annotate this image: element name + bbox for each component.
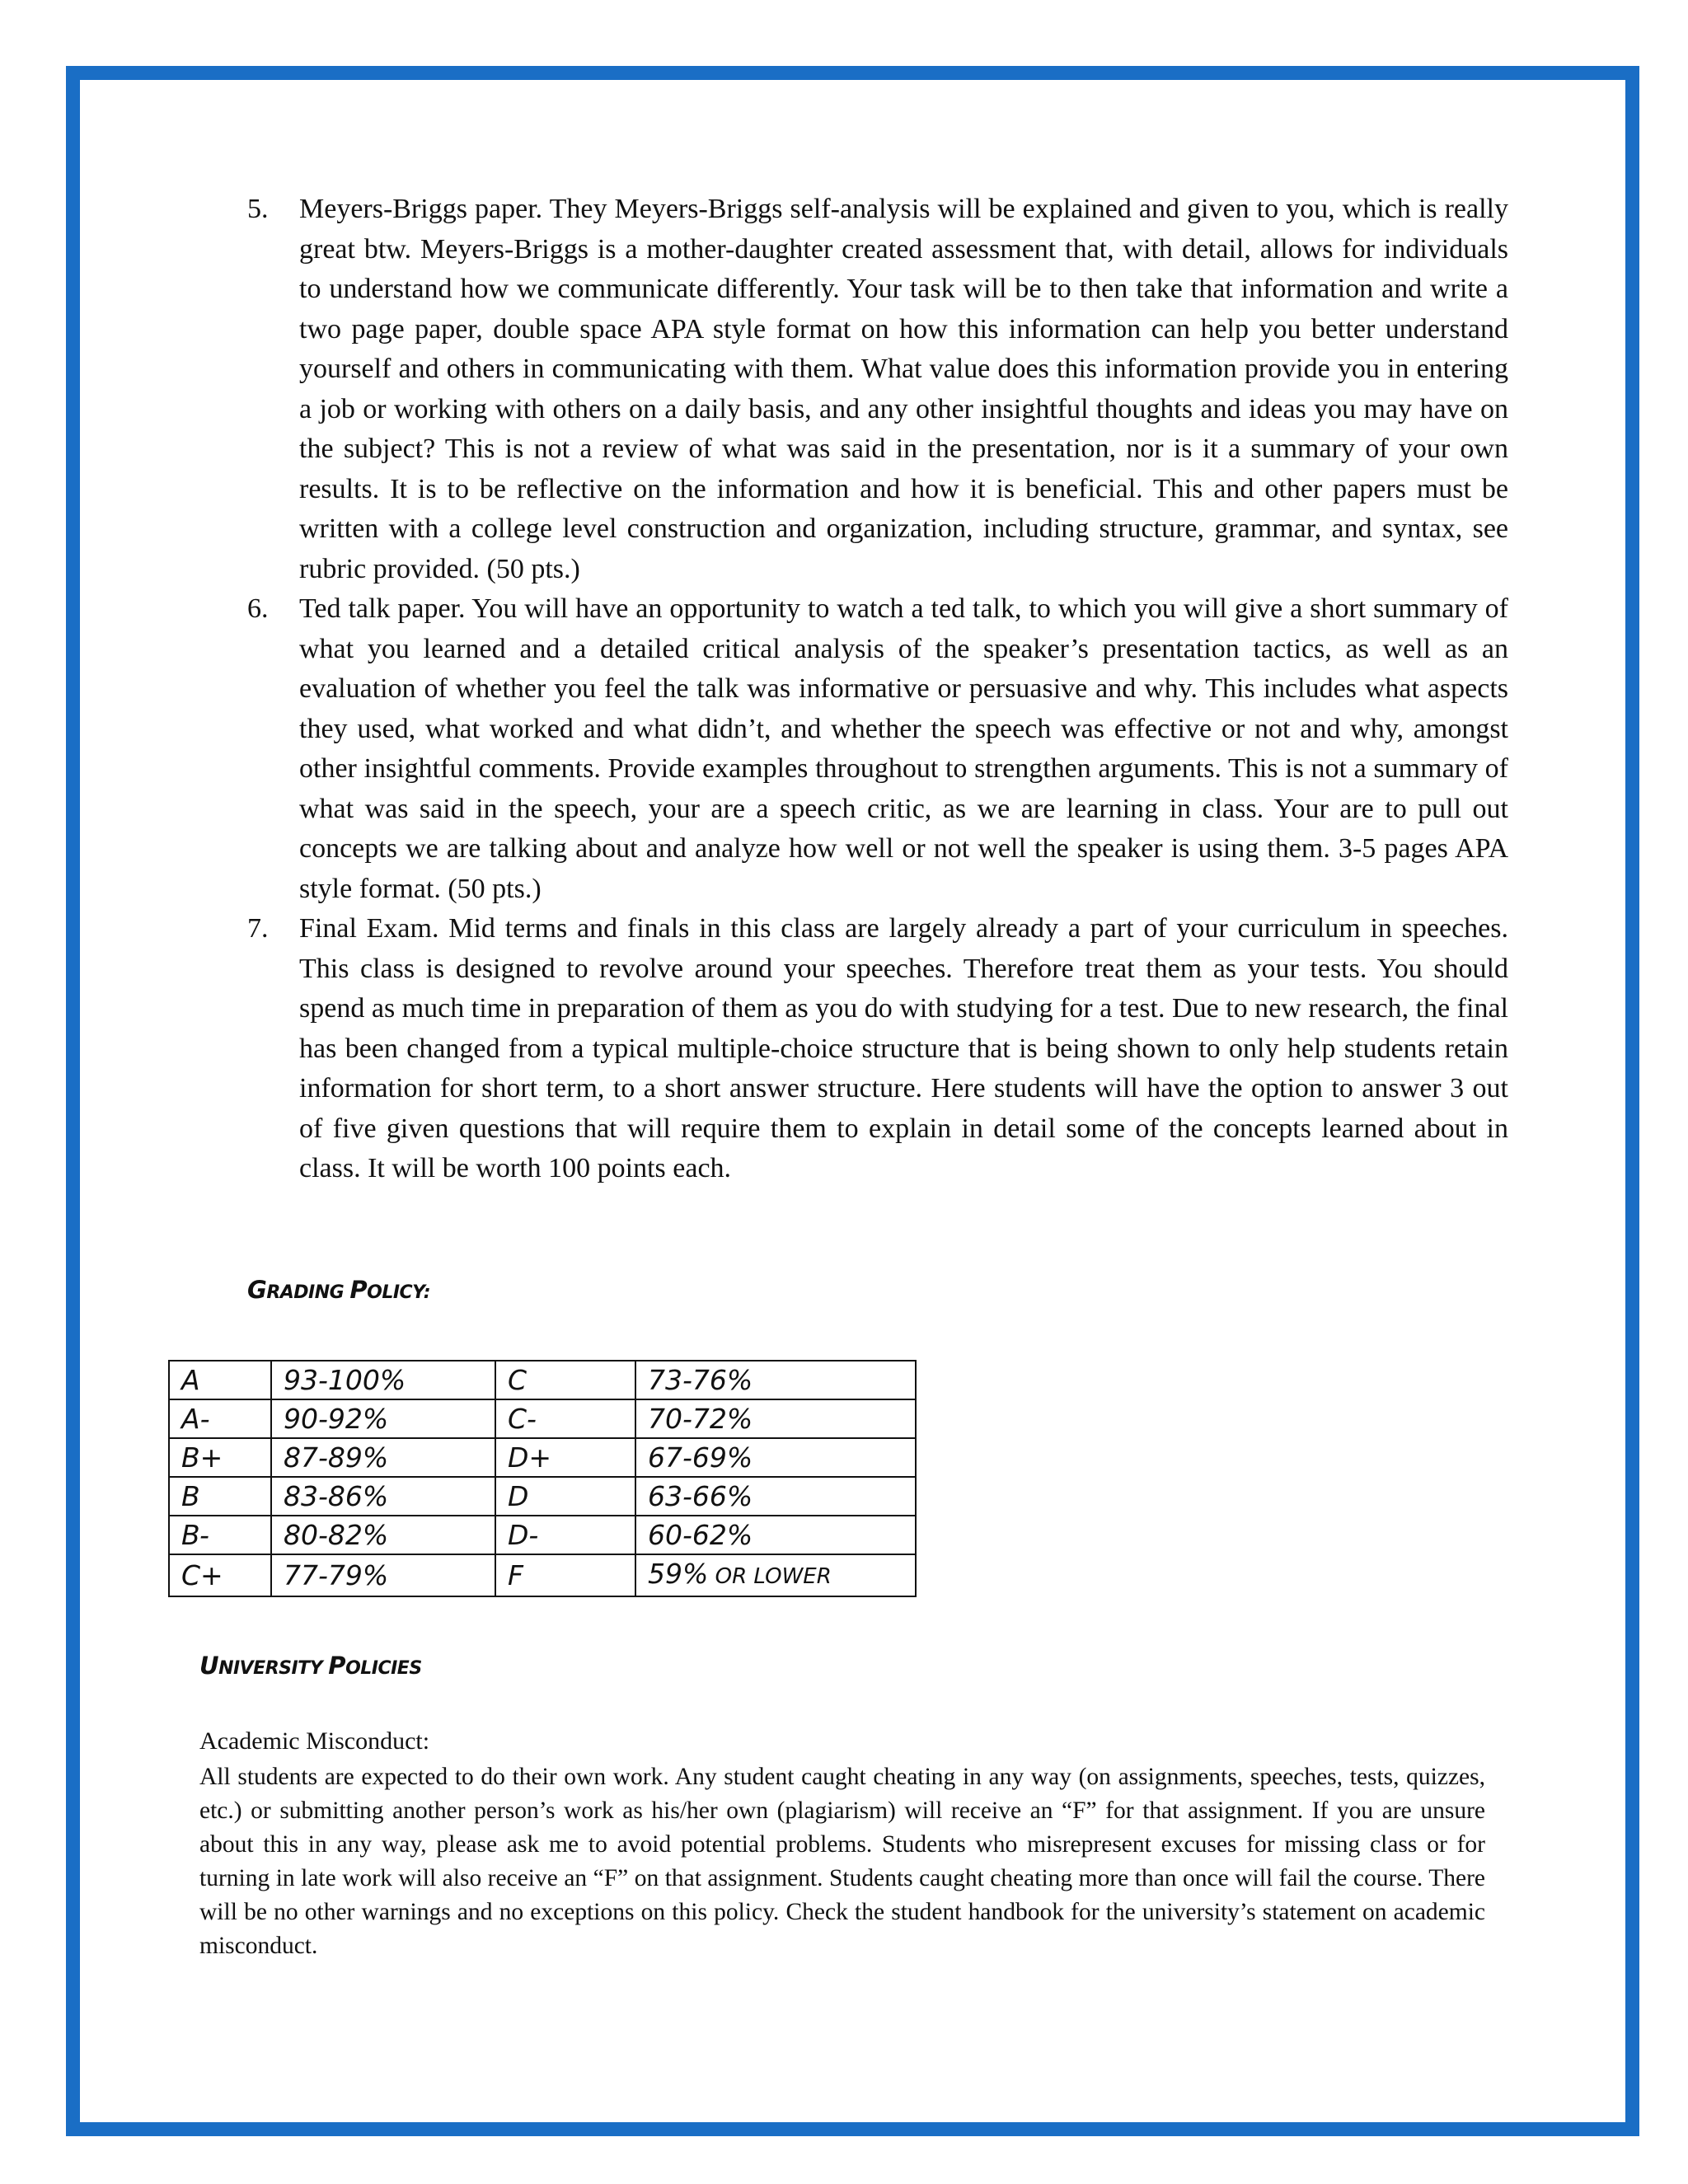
grade-range: 80-82%: [271, 1516, 495, 1554]
assignment-text: Final Exam. Mid terms and finals in this class are largely already a part of your curriculum in speeches. This class is designed to revolve around your speeches. Therefore treat them as your tests. You should spend as much time in preparation of them as you do with studying for a test. Due to new research, the final has been changed from a typical multiple-choice structure that is being shown to only help students retain information for short term, to a short answer structure. Here students will have the option to answer 3 out of five given questions that will require them to explain in detail some of the concepts learned about in class. It will be worth 100 points each.: [299, 913, 1508, 1183]
grade-letter: C-: [495, 1399, 635, 1438]
grade-range: 63-66%: [635, 1477, 916, 1516]
grade-range: 73-76%: [635, 1361, 916, 1399]
grade-range-value: 59%: [648, 1558, 709, 1590]
grade-range: 70-72%: [635, 1399, 916, 1438]
grade-range: 93-100%: [271, 1361, 495, 1399]
assignment-list: [247, 190, 1508, 1189]
grade-range-suffix: OR LOWER: [708, 1564, 832, 1589]
assignment-text: Meyers-Briggs paper. They Meyers-Briggs self-analysis will be explained and given to you, which is really great btw. Meyers-Briggs is a mother-daughter created assessment that, with detail, allows for individuals to understand how we communicate differently. Your task will be to then take that information and write a two page paper, double space APA style format on how this information can help you better understand yourself and others in communicating with them. What value does this information provide you in entering a job or working with others on a daily basis, and any other insightful thoughts and ideas you may have on the subject? This is not a review of what was said in the presentation, nor is it a summary of your own results. It is to be reflective on the information and how it is beneficial. This and other papers must be written with a college level construction and organization, including structure, grammar, and syntax, see rubric provided. (50 pts.): [299, 194, 1508, 584]
grade-letter: D: [495, 1477, 635, 1516]
grade-letter: C: [495, 1361, 635, 1399]
academic-misconduct-title: Academic Misconduct:: [199, 1727, 430, 1755]
grade-letter: B+: [169, 1438, 271, 1477]
grade-letter: F: [495, 1554, 635, 1596]
table-row: [169, 1477, 916, 1516]
grade-letter: A-: [169, 1399, 271, 1438]
grade-letter: D-: [495, 1516, 635, 1554]
grade-letter: C+: [169, 1554, 271, 1596]
grade-range: [635, 1554, 916, 1596]
assignment-number: 7.: [247, 913, 269, 944]
assignment-item-6: [247, 589, 1508, 909]
assignment-item-5: [247, 190, 1508, 589]
university-policies-heading: UNIVERSITY POLICIES: [199, 1652, 422, 1680]
table-row: [169, 1554, 916, 1596]
grade-range: 60-62%: [635, 1516, 916, 1554]
assignment-item-7: [247, 909, 1508, 1189]
grading-policy-heading: GRADING POLICY:: [247, 1276, 430, 1304]
grading-table: [168, 1360, 917, 1597]
grade-letter: A: [169, 1361, 271, 1399]
grade-range: 83-86%: [271, 1477, 495, 1516]
table-row: [169, 1516, 916, 1554]
assignment-number: 5.: [247, 194, 269, 224]
assignment-text: Ted talk paper. You will have an opportunity to watch a ted talk, to which you will give a short summary of what you learned and a detailed critical analysis of the speaker’s presentation tactics, as well as an evaluation of whether you feel the talk was informative or persuasive and why. This includes what aspects they used, what worked and what didn’t, and whether the speech was effective or not and why, amongst other insightful comments. Provide examples throughout to strengthen arguments. This is not a summary of what was said in the speech, your are a speech critic, as we are learning in class. Your are to pull out concepts we are talking about and analyze how well or not well the speaker is using them. 3-5 pages APA style format. (50 pts.): [299, 593, 1508, 904]
grade-range: 67-69%: [635, 1438, 916, 1477]
academic-misconduct-text: All students are expected to do their own work. Any student caught cheating in any way (on assignments, speeches, tests, quizzes, etc.) or submitting another person’s work as his/her own (plagiarism) will receive an “F” for that assignment. If you are unsure about this in any way, please ask me to avoid potential problems. Students who misrepresent excuses for missing class or for turning in late work will also receive an “F” on that assignment. Students caught cheating more than once will fail the course. There will be no other warnings and no exceptions on this policy. Check the student handbook for the university’s statement on academic misconduct.: [199, 1764, 1485, 1959]
grade-range: 77-79%: [271, 1554, 495, 1596]
grade-range: 90-92%: [271, 1399, 495, 1438]
grade-range: 87-89%: [271, 1438, 495, 1477]
grade-letter: D+: [495, 1438, 635, 1477]
table-row: [169, 1438, 916, 1477]
assignment-number: 6.: [247, 593, 269, 624]
grade-letter: B: [169, 1477, 271, 1516]
table-row: [169, 1399, 916, 1438]
table-row: [169, 1361, 916, 1399]
grade-letter: B-: [169, 1516, 271, 1554]
